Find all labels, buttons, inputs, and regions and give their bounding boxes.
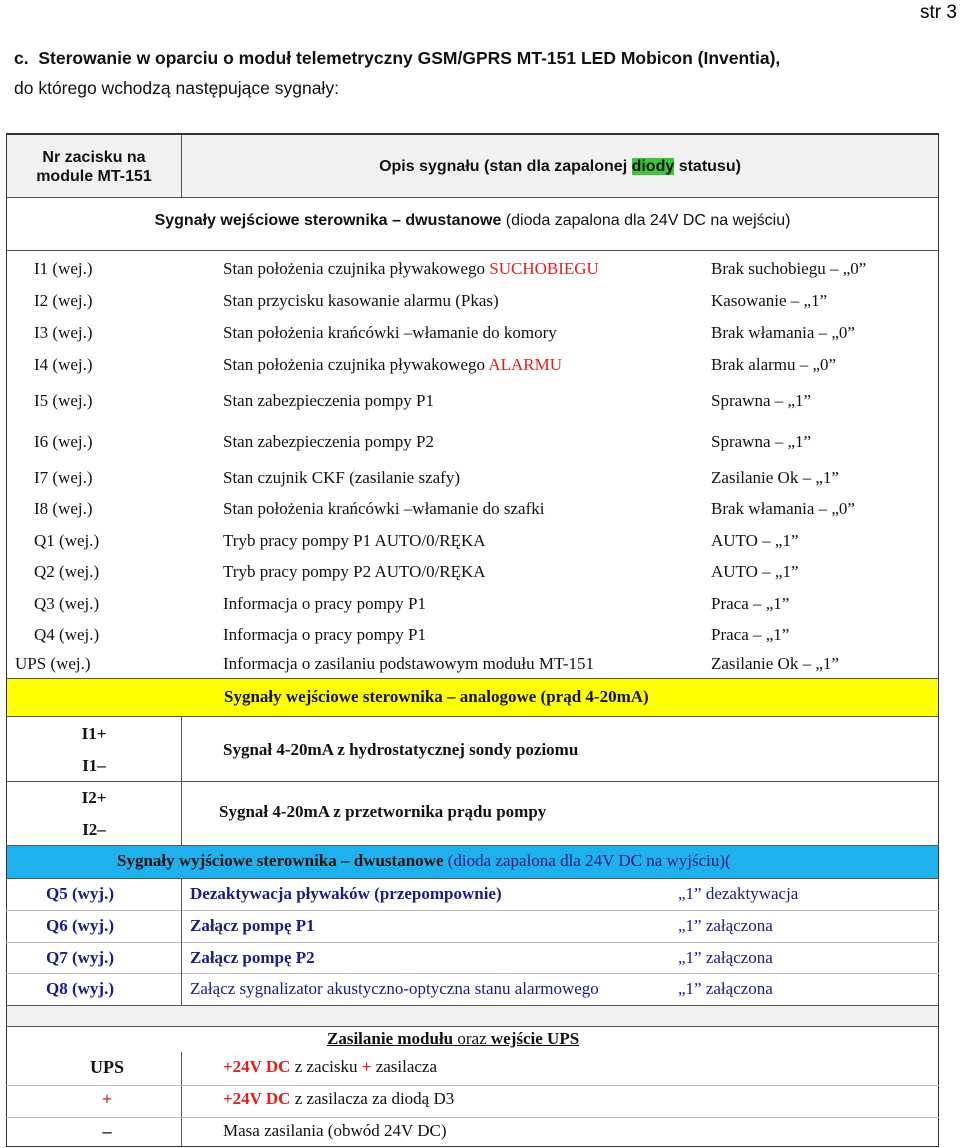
desc-header-text-end: statusu) bbox=[674, 158, 741, 175]
signal-description-text: Informacja o pracy pompy P1 bbox=[223, 625, 426, 644]
terminal-label: I6 (wej.) bbox=[34, 432, 93, 451]
power-description bbox=[223, 1121, 446, 1141]
signal-description bbox=[223, 391, 434, 411]
outputs-band-top-line bbox=[6, 845, 939, 846]
terminal-label: I1 (wej.) bbox=[34, 259, 93, 278]
blank-band bbox=[7, 1006, 938, 1026]
output-state: „1” załączona bbox=[678, 979, 773, 998]
signal-description-text: Stan położenia krańcówki –włamanie do szafki bbox=[223, 499, 545, 518]
signal-description-text: Stan zabezpieczenia pompy P1 bbox=[223, 391, 435, 410]
section-heading bbox=[14, 48, 780, 69]
desc-header-highlight: diody bbox=[631, 158, 675, 175]
analog-terminal-i1-plus: I1+ bbox=[81, 724, 107, 743]
header-bottom-line bbox=[6, 197, 939, 198]
power-section-title bbox=[327, 1029, 579, 1049]
signal-description bbox=[223, 654, 594, 674]
power-title-normal: oraz bbox=[453, 1029, 491, 1048]
heading-prefix: c. bbox=[14, 48, 29, 68]
signal-description-text: Tryb pracy pompy P1 AUTO/0/RĘKA bbox=[223, 531, 486, 550]
output-state: „1” załączona bbox=[678, 916, 773, 935]
output-description: Załącz pompę P1 bbox=[190, 916, 315, 935]
analog-terminal-i2-minus: I2– bbox=[82, 820, 106, 839]
desc-header-text: Opis sygnału (stan dla zapalonej bbox=[379, 158, 632, 175]
signal-state: Kasowanie – „1” bbox=[711, 291, 828, 310]
power-description-text: z zasilacza za diodą D3 bbox=[290, 1089, 455, 1108]
power-description-text: Masa zasilania (obwód 24V DC) bbox=[223, 1121, 447, 1140]
power-terminal-label: – bbox=[102, 1121, 112, 1141]
signal-state: Sprawna – „1” bbox=[711, 432, 812, 451]
analog-band-bottom-line bbox=[6, 716, 939, 717]
terminal-label: Q3 (wej.) bbox=[34, 594, 100, 613]
signal-description bbox=[223, 259, 599, 279]
terminal-label: I4 (wej.) bbox=[34, 355, 93, 374]
blank-band-bottom-line bbox=[6, 1026, 939, 1027]
output-state: „1” załączona bbox=[678, 948, 773, 967]
description-column-header bbox=[182, 158, 938, 176]
power-description-text: z zacisku bbox=[290, 1057, 362, 1076]
row-divider bbox=[6, 973, 939, 974]
row-divider bbox=[6, 1085, 939, 1086]
output-description: Dezaktywacja pływaków (przepompownie) bbox=[190, 884, 502, 903]
signal-description bbox=[223, 355, 562, 375]
power-description bbox=[223, 1057, 437, 1077]
heading-line1: Sterowanie w oparciu o moduł telemetryczny GSM/GPRS MT-151 LED Mobicon (Inventia), bbox=[38, 48, 781, 68]
analog-inputs-title: Sygnały wejściowe sterownika – analogowe (prąd 4-20mA) bbox=[224, 687, 649, 706]
row-divider bbox=[6, 942, 939, 943]
signal-description bbox=[223, 432, 434, 452]
row-divider bbox=[6, 910, 939, 911]
signal-description-text: Informacja o pracy pompy P1 bbox=[223, 594, 426, 613]
signal-description-text: Stan przycisku kasowanie alarmu (Pkas) bbox=[223, 291, 499, 310]
table-bottom-border bbox=[6, 1146, 939, 1147]
signal-description bbox=[223, 468, 460, 488]
terminal-label: Q4 (wej.) bbox=[34, 625, 100, 644]
page-number: str 3 bbox=[920, 2, 957, 23]
digital-inputs-title-normal: (dioda zapalona dla 24V DC na wejściu) bbox=[501, 212, 791, 229]
signal-state: Praca – „1” bbox=[711, 594, 790, 613]
output-terminal-label: Q5 (wyj.) bbox=[46, 884, 114, 903]
signal-state: Sprawna – „1” bbox=[711, 391, 812, 410]
output-description: Załącz pompę P2 bbox=[190, 948, 315, 967]
terminal-label: UPS (wej.) bbox=[15, 654, 91, 673]
output-description: Załącz sygnalizator akustyczno-optyczna stanu alarmowego bbox=[190, 979, 599, 998]
signal-description-red: ALARMU bbox=[488, 355, 562, 374]
signal-state: Brak alarmu – „0” bbox=[711, 355, 837, 374]
outputs-title-normal: (dioda zapalona dla 24V DC na wyjściu)( bbox=[443, 851, 731, 870]
signal-state: Brak włamania – „0” bbox=[711, 323, 855, 342]
signal-description-text: Stan zabezpieczenia pompy P2 bbox=[223, 432, 435, 451]
signal-state: AUTO – „1” bbox=[711, 531, 799, 550]
terminal-header-line2: module MT-151 bbox=[36, 168, 152, 185]
power-description bbox=[223, 1089, 454, 1109]
signal-state: Brak włamania – „0” bbox=[711, 499, 855, 518]
output-state: „1” dezaktywacja bbox=[678, 884, 799, 903]
signal-description-text: Informacja o zasilaniu podstawowym modułu MT-151 bbox=[223, 654, 594, 673]
signal-description-text: Stan położenia czujnika pływakowego bbox=[223, 259, 490, 278]
power-terminal-label: + bbox=[101, 1089, 113, 1109]
outputs-col-divider bbox=[181, 878, 182, 1005]
terminal-label: I3 (wej.) bbox=[34, 323, 93, 342]
terminal-label: Q1 (wej.) bbox=[34, 531, 100, 550]
power-terminal-label: UPS bbox=[89, 1057, 124, 1077]
signal-description bbox=[223, 323, 557, 343]
signal-state: Zasilanie Ok – „1” bbox=[711, 654, 839, 673]
terminal-column-header bbox=[7, 148, 181, 186]
terminal-label: I7 (wej.) bbox=[34, 468, 93, 487]
analog-desc-level-probe: Sygnał 4-20mA z hydrostatycznej sondy poziomu bbox=[223, 740, 579, 759]
signal-description-text: Stan położenia krańcówki –włamanie do komory bbox=[223, 323, 557, 342]
power-description-end: zasilacza bbox=[371, 1057, 438, 1076]
output-terminal-label: Q8 (wyj.) bbox=[46, 979, 114, 998]
digital-inputs-title bbox=[7, 212, 938, 230]
terminal-header-line1: Nr zacisku na bbox=[42, 149, 146, 166]
output-terminal-label: Q6 (wyj.) bbox=[46, 916, 114, 935]
signal-description bbox=[223, 562, 486, 582]
power-voltage: +24V DC bbox=[223, 1089, 291, 1108]
signal-state: Praca – „1” bbox=[711, 625, 790, 644]
outputs-title-bold: Sygnały wyjściowe sterownika – dwustanowe bbox=[117, 851, 444, 870]
signal-description-text: Stan położenia czujnika pływakowego bbox=[223, 355, 489, 374]
terminal-label: I2 (wej.) bbox=[34, 291, 93, 310]
signal-description bbox=[223, 625, 426, 645]
outputs-band-bottom-line bbox=[6, 878, 939, 879]
digital-inputs-divider bbox=[6, 250, 939, 251]
signal-description bbox=[223, 499, 544, 519]
signal-description-red: SUCHOBIEGU bbox=[489, 259, 599, 278]
power-title-bold2: wejście UPS bbox=[490, 1029, 580, 1048]
table-right-border bbox=[938, 133, 939, 1147]
signal-description-text: Tryb pracy pompy P2 AUTO/0/RĘKA bbox=[223, 562, 486, 581]
analog-row-divider bbox=[6, 781, 939, 782]
signal-description bbox=[223, 291, 499, 311]
terminal-label: I5 (wej.) bbox=[34, 391, 93, 410]
signal-description bbox=[223, 531, 486, 551]
signal-description bbox=[223, 594, 426, 614]
signal-state: Zasilanie Ok – „1” bbox=[711, 468, 839, 487]
power-voltage: +24V DC bbox=[223, 1057, 291, 1076]
signal-description-text: Stan czujnik CKF (zasilanie szafy) bbox=[223, 468, 460, 487]
signal-state: AUTO – „1” bbox=[711, 562, 799, 581]
analog-band-top-line bbox=[6, 678, 939, 679]
analog-terminal-i1-minus: I1– bbox=[82, 756, 106, 775]
terminal-label: I8 (wej.) bbox=[34, 499, 93, 518]
terminal-label: Q2 (wej.) bbox=[34, 562, 100, 581]
digital-outputs-title bbox=[117, 851, 731, 871]
row-divider bbox=[6, 1117, 939, 1118]
table-left-border bbox=[6, 133, 7, 1147]
digital-inputs-title-bold: Sygnały wejściowe sterownika – dwustanowe bbox=[154, 212, 502, 229]
output-terminal-label: Q7 (wyj.) bbox=[46, 948, 114, 967]
power-plus-sign: + bbox=[361, 1057, 372, 1076]
analog-terminal-i2-plus: I2+ bbox=[81, 788, 107, 807]
heading-line2: do którego wchodzą następujące sygnały: bbox=[14, 78, 339, 98]
analog-desc-pump-current: Sygnał 4-20mA z przetwornika prądu pompy bbox=[219, 802, 547, 821]
power-title-bold1: Zasilanie modułu bbox=[327, 1029, 454, 1048]
signal-state: Brak suchobiegu – „0” bbox=[711, 259, 867, 278]
